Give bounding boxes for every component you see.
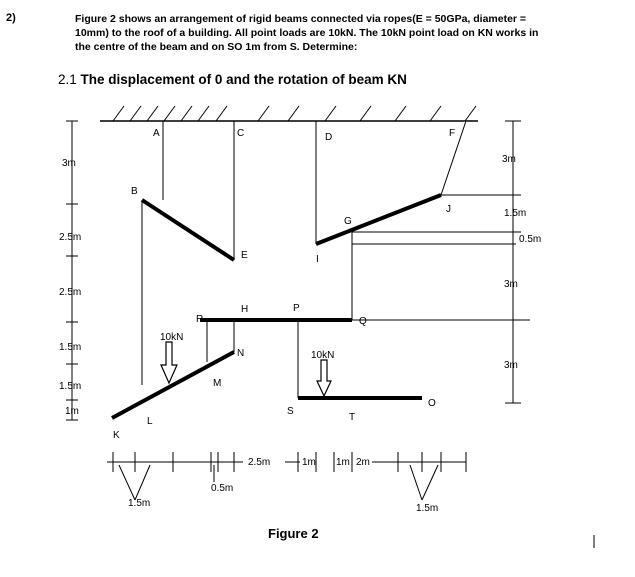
label-k: K: [113, 430, 120, 441]
label-h: H: [241, 304, 249, 315]
bottom-dimension-labels: [128, 457, 438, 514]
figure-caption: Figure 2: [268, 526, 319, 541]
left-dimension-labels: [59, 158, 81, 417]
label-f: F: [449, 128, 456, 139]
label-b: B: [131, 186, 138, 197]
right-dim-4: 3m: [504, 279, 518, 290]
load-arrow-kn: [161, 342, 177, 383]
label-l: L: [147, 416, 153, 427]
left-dim-4: 1.5m: [59, 342, 82, 353]
label-e: E: [241, 250, 248, 261]
load-label-kn: 10kN: [160, 332, 184, 343]
right-dimension-labels: [502, 154, 541, 371]
bottom-dim-2: 0.5m: [211, 483, 234, 494]
ropes: [142, 121, 466, 398]
right-dim-3: 0.5m: [519, 234, 542, 245]
label-s: S: [287, 406, 294, 417]
roof-hatch: [113, 106, 476, 121]
left-dim-3: 2.5m: [59, 287, 82, 298]
label-t: T: [349, 412, 356, 423]
label-n: N: [237, 348, 245, 359]
left-dim-1: 3m: [62, 158, 76, 169]
left-dim-2: 2.5m: [59, 232, 82, 243]
bottom-dim-7: 1.5m: [416, 503, 439, 514]
bottom-dim-4: 1m: [302, 457, 316, 468]
bottom-dimension-line: [107, 452, 466, 500]
label-q: Q: [359, 316, 367, 327]
question-text: Figure 2 shows an arrangement of rigid beams connected via ropes(E = 50GPa, diameter = 10mm) to the roof of a building. All point loads are 10kN. The 10kN point load on KN works in the centre of the beam and on SO 1m from S. Determine:: [75, 13, 539, 53]
right-dim-5: 3m: [504, 360, 518, 371]
question-number: 2): [6, 12, 16, 24]
label-p: P: [293, 303, 300, 314]
load-label-so: 10kN: [311, 350, 335, 361]
label-c: C: [237, 128, 245, 139]
label-r: R: [196, 314, 204, 325]
left-dim-5: 1.5m: [59, 381, 82, 392]
label-g: G: [344, 216, 352, 227]
bottom-dim-5: 1m: [336, 457, 350, 468]
label-i: I: [316, 254, 319, 265]
bottom-dim-1: 1.5m: [128, 498, 151, 509]
beam-i-j: [316, 195, 441, 244]
label-d: D: [325, 132, 333, 143]
label-o: O: [428, 398, 436, 409]
label-j: J: [446, 204, 451, 215]
load-arrow-so: [317, 360, 331, 396]
sub-question-text: The displacement of 0 and the rotation of beam KN: [80, 72, 407, 87]
right-dim-1: 3m: [502, 154, 516, 165]
left-dim-6: 1m: [65, 406, 79, 417]
bottom-dim-6: 2m: [356, 457, 370, 468]
label-a: A: [153, 128, 160, 139]
sub-question-number: 2.1: [58, 72, 77, 87]
beam-b-e: [142, 200, 234, 260]
right-dim-2: 1.5m: [504, 208, 527, 219]
bottom-dim-3: 2.5m: [248, 457, 271, 468]
point-labels: [113, 128, 455, 441]
label-m: M: [213, 378, 222, 389]
